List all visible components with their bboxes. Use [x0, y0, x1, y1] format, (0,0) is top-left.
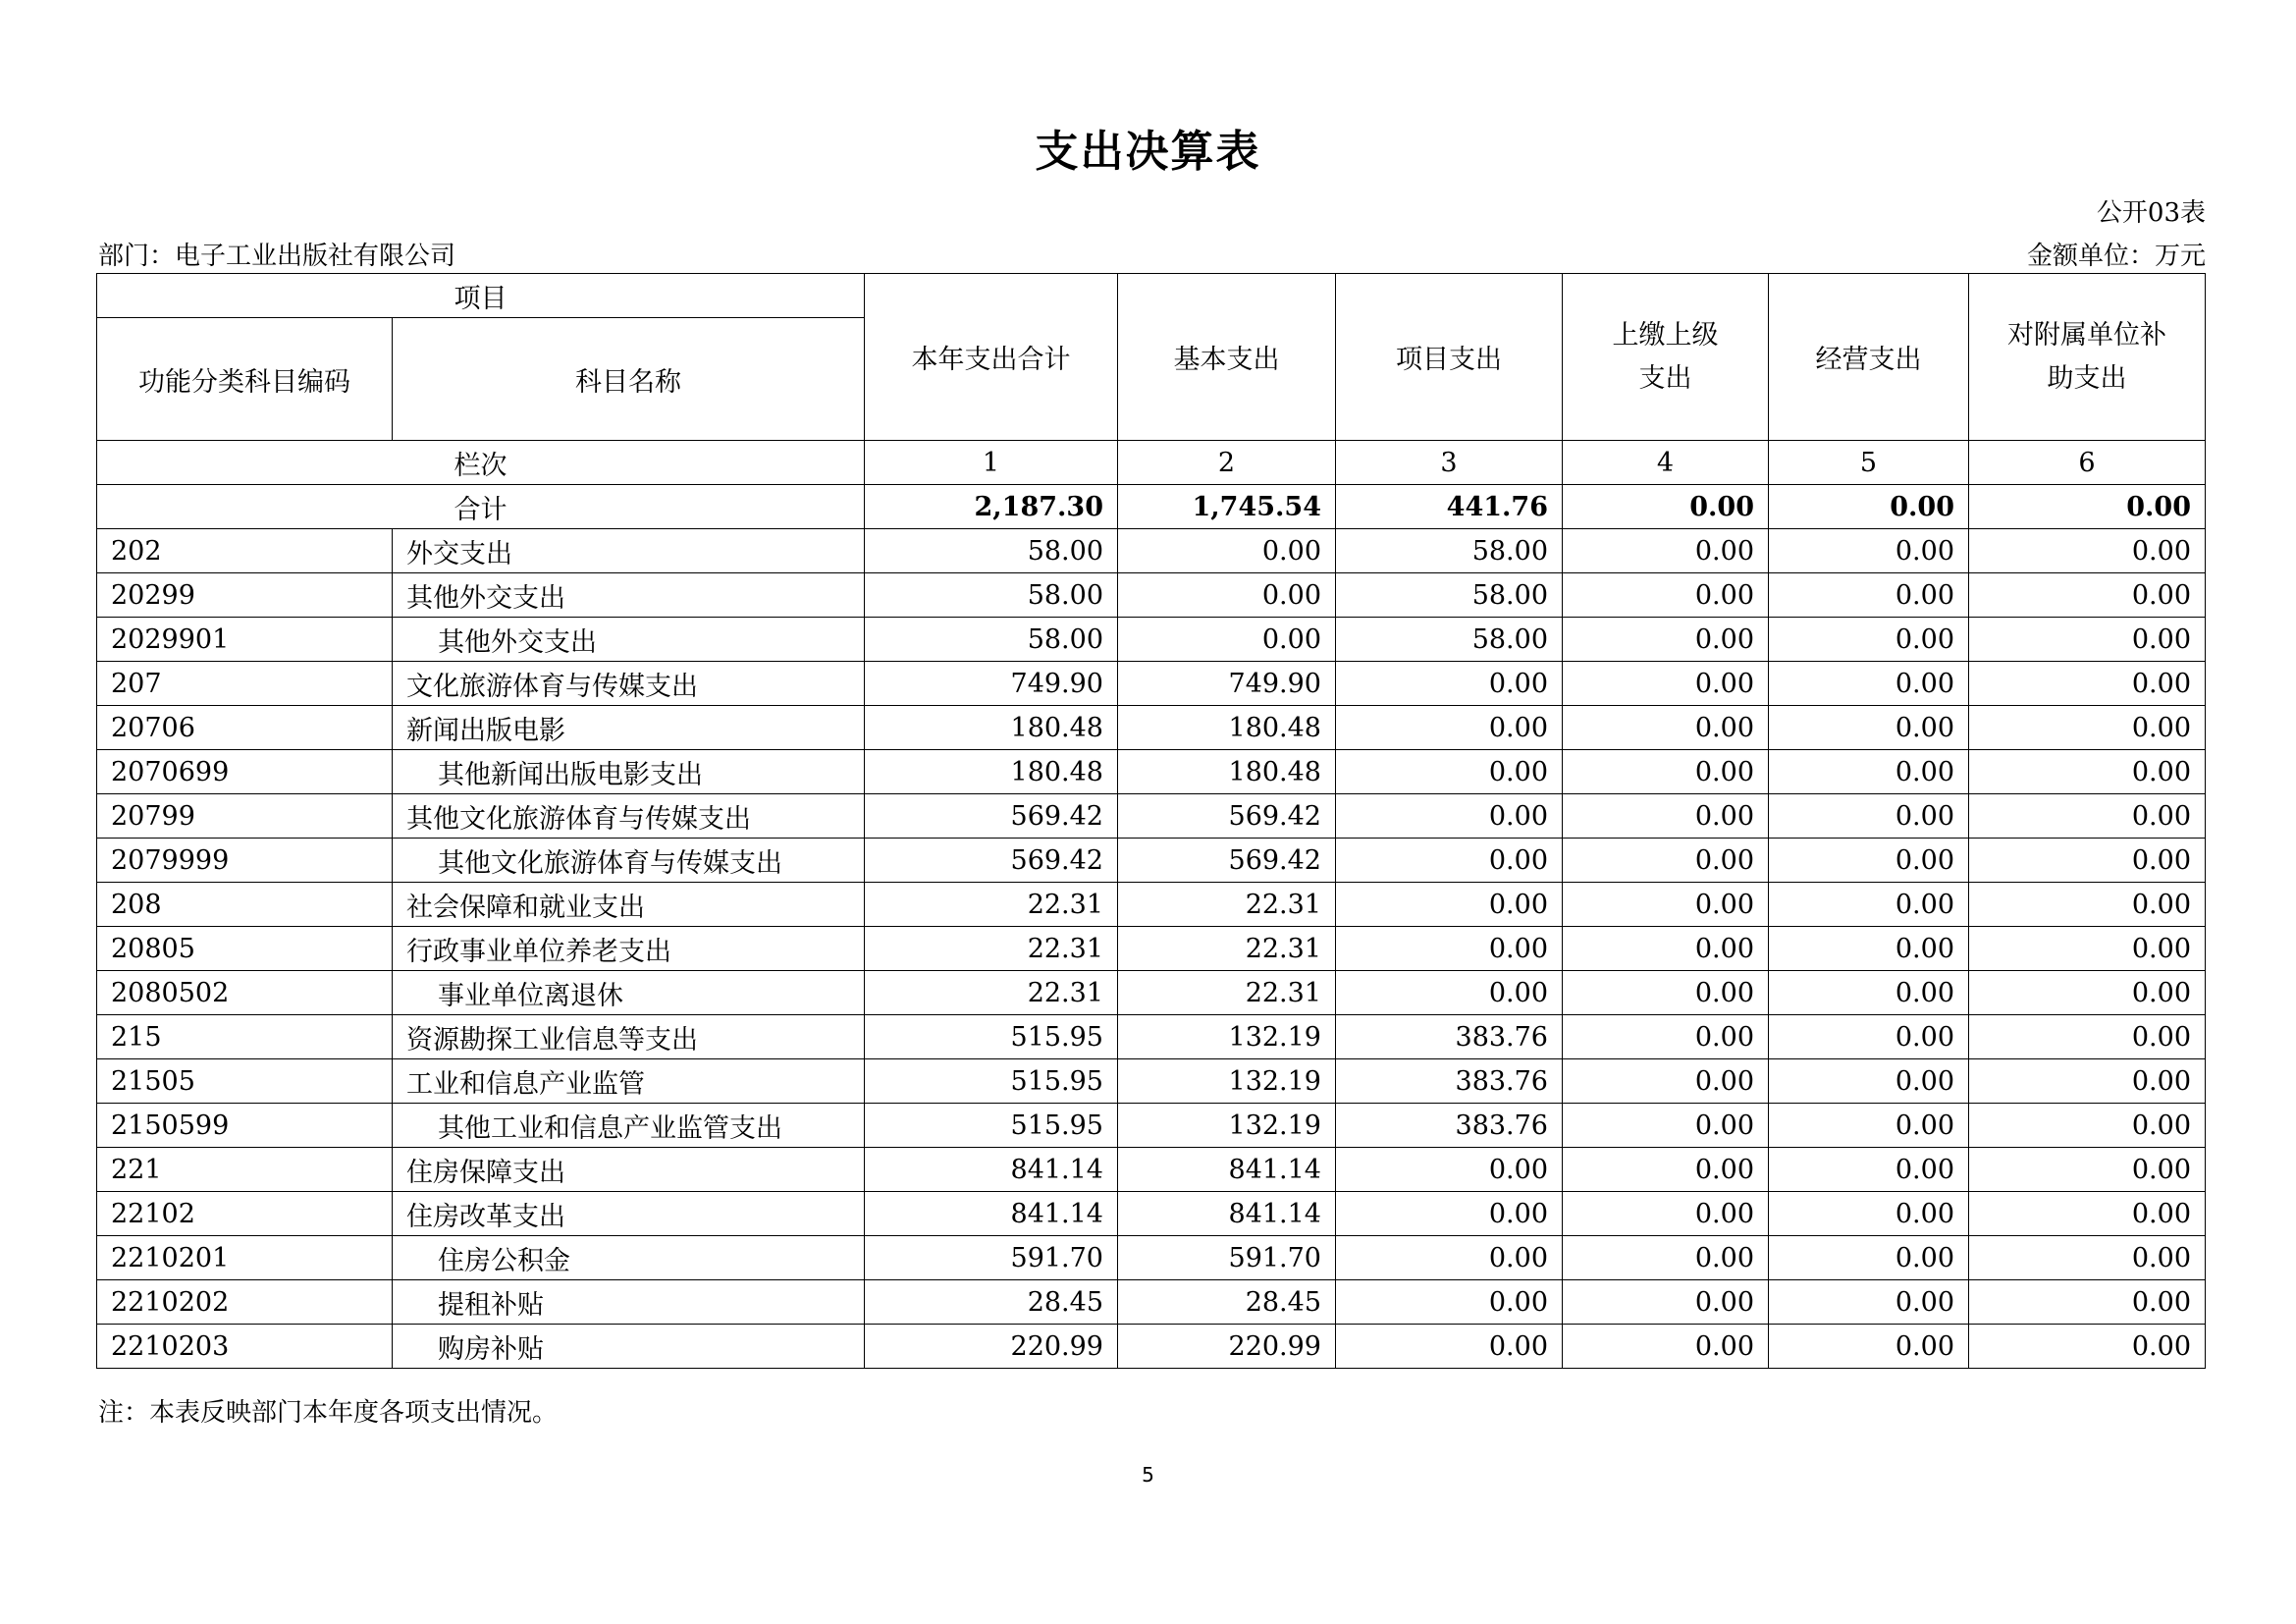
amount-cell: 180.48: [1118, 706, 1336, 750]
amount-cell: 569.42: [865, 794, 1118, 839]
column-number: 3: [1336, 441, 1563, 485]
amount-cell: 180.48: [865, 706, 1118, 750]
amount-cell: 0.00: [1336, 927, 1563, 971]
total-value: 0.00: [1563, 485, 1769, 529]
subject-code: 207: [97, 662, 393, 706]
amount-cell: 132.19: [1118, 1059, 1336, 1104]
amount-cell: 0.00: [1769, 573, 1969, 618]
amount-cell: 22.31: [1118, 971, 1336, 1015]
header-upper: [1563, 274, 1769, 441]
expenditure-table: [96, 273, 2206, 1369]
amount-cell: 0.00: [1118, 529, 1336, 573]
subject-name: 工业和信息产业监管: [393, 1059, 865, 1104]
table-row: [97, 662, 2206, 706]
amount-cell: 0.00: [1969, 573, 2206, 618]
amount-cell: 0.00: [1769, 839, 1969, 883]
amount-cell: 180.48: [1118, 750, 1336, 794]
table-row: [97, 706, 2206, 750]
amount-cell: 0.00: [1563, 971, 1769, 1015]
subject-code: 20706: [97, 706, 393, 750]
subject-code: 2079999: [97, 839, 393, 883]
table-row: [97, 971, 2206, 1015]
amount-cell: 0.00: [1969, 750, 2206, 794]
amount-cell: 0.00: [1563, 618, 1769, 662]
amount-cell: 0.00: [1769, 529, 1969, 573]
amount-cell: 0.00: [1769, 1015, 1969, 1059]
table-note: 注：本表反映部门本年度各项支出情况。: [98, 1398, 559, 1428]
table-row: [97, 1280, 2206, 1325]
amount-cell: 0.00: [1969, 1192, 2206, 1236]
amount-cell: 220.99: [1118, 1325, 1336, 1369]
total-row: [97, 485, 2206, 529]
amount-cell: 0.00: [1969, 706, 2206, 750]
amount-cell: 0.00: [1563, 1236, 1769, 1280]
amount-cell: 0.00: [1969, 529, 2206, 573]
amount-unit-label: 金额单位：万元: [2026, 242, 2206, 271]
amount-cell: 58.00: [865, 529, 1118, 573]
table-row: [97, 1325, 2206, 1369]
amount-cell: 0.00: [1969, 1236, 2206, 1280]
amount-cell: 22.31: [1118, 883, 1336, 927]
amount-cell: 0.00: [1336, 883, 1563, 927]
amount-cell: 0.00: [1769, 1325, 1969, 1369]
amount-cell: 0.00: [1563, 529, 1769, 573]
subject-name: 文化旅游体育与传媒支出: [393, 662, 865, 706]
table-row: [97, 883, 2206, 927]
amount-cell: 0.00: [1769, 971, 1969, 1015]
header-upper-line1: 上缴上级: [1612, 319, 1719, 351]
header-project-expense: 项目支出: [1336, 274, 1563, 441]
amount-cell: 0.00: [1563, 1104, 1769, 1148]
amount-cell: 0.00: [1769, 1059, 1969, 1104]
page-title: 支出决算表: [1035, 127, 1261, 177]
amount-cell: 0.00: [1769, 927, 1969, 971]
amount-cell: 0.00: [1563, 1148, 1769, 1192]
amount-cell: 515.95: [865, 1104, 1118, 1148]
amount-cell: 0.00: [1969, 839, 2206, 883]
subject-name: 事业单位离退休: [393, 971, 865, 1015]
amount-cell: 0.00: [1336, 750, 1563, 794]
amount-cell: 569.42: [865, 839, 1118, 883]
amount-cell: 0.00: [1563, 1325, 1769, 1369]
amount-cell: 28.45: [1118, 1280, 1336, 1325]
amount-cell: 22.31: [1118, 927, 1336, 971]
table-row: [97, 529, 2206, 573]
subject-code: 2210203: [97, 1325, 393, 1369]
subject-code: 2070699: [97, 750, 393, 794]
amount-cell: 0.00: [1769, 618, 1969, 662]
amount-cell: 0.00: [1969, 1015, 2206, 1059]
amount-cell: 0.00: [1563, 1192, 1769, 1236]
subject-code: 215: [97, 1015, 393, 1059]
total-value: 1,745.54: [1118, 485, 1336, 529]
amount-cell: 58.00: [865, 618, 1118, 662]
amount-cell: 0.00: [1563, 1059, 1769, 1104]
subject-name: 其他文化旅游体育与传媒支出: [393, 794, 865, 839]
amount-cell: 0.00: [1563, 662, 1769, 706]
amount-cell: 0.00: [1336, 662, 1563, 706]
amount-cell: 0.00: [1563, 1015, 1769, 1059]
amount-cell: 515.95: [865, 1059, 1118, 1104]
header-subsidy: [1969, 274, 2206, 441]
subject-code: 208: [97, 883, 393, 927]
amount-cell: 0.00: [1563, 883, 1769, 927]
subject-name: 外交支出: [393, 529, 865, 573]
amount-cell: 0.00: [1563, 750, 1769, 794]
amount-cell: 58.00: [865, 573, 1118, 618]
subject-code: 20805: [97, 927, 393, 971]
header-code: 功能分类科目编码: [97, 318, 393, 441]
table-row: [97, 618, 2206, 662]
subject-code: 20799: [97, 794, 393, 839]
amount-cell: 28.45: [865, 1280, 1118, 1325]
amount-cell: 132.19: [1118, 1104, 1336, 1148]
header-basic: 基本支出: [1118, 274, 1336, 441]
column-number: 6: [1969, 441, 2206, 485]
subject-code: 22102: [97, 1192, 393, 1236]
form-number: 公开03表: [2096, 198, 2206, 228]
amount-cell: 0.00: [1769, 1192, 1969, 1236]
subject-name: 提租补贴: [393, 1280, 865, 1325]
amount-cell: 58.00: [1336, 618, 1563, 662]
amount-cell: 0.00: [1769, 662, 1969, 706]
amount-cell: 0.00: [1769, 750, 1969, 794]
table-row: [97, 927, 2206, 971]
amount-cell: 0.00: [1336, 1325, 1563, 1369]
subject-name: 其他外交支出: [393, 573, 865, 618]
amount-cell: 591.70: [1118, 1236, 1336, 1280]
column-number: 1: [865, 441, 1118, 485]
amount-cell: 0.00: [1969, 883, 2206, 927]
amount-cell: 0.00: [1336, 794, 1563, 839]
subject-code: 2080502: [97, 971, 393, 1015]
subject-code: 202: [97, 529, 393, 573]
amount-cell: 22.31: [865, 883, 1118, 927]
amount-cell: 0.00: [1563, 706, 1769, 750]
column-number: 4: [1563, 441, 1769, 485]
subject-code: 2029901: [97, 618, 393, 662]
amount-cell: 0.00: [1336, 1192, 1563, 1236]
amount-cell: 0.00: [1336, 839, 1563, 883]
table-row: [97, 1148, 2206, 1192]
subject-name: 其他文化旅游体育与传媒支出: [393, 839, 865, 883]
amount-cell: 0.00: [1336, 1280, 1563, 1325]
amount-cell: 0.00: [1969, 794, 2206, 839]
amount-cell: 515.95: [865, 1015, 1118, 1059]
table-row: [97, 1192, 2206, 1236]
header-subsidy-line1: 对附属单位补: [2007, 319, 2166, 351]
table-row: [97, 750, 2206, 794]
subject-name: 新闻出版电影: [393, 706, 865, 750]
amount-cell: 0.00: [1969, 971, 2206, 1015]
subject-name: 其他工业和信息产业监管支出: [393, 1104, 865, 1148]
subject-name: 社会保障和就业支出: [393, 883, 865, 927]
column-label: 栏次: [97, 441, 865, 485]
amount-cell: 383.76: [1336, 1059, 1563, 1104]
subject-name: 购房补贴: [393, 1325, 865, 1369]
amount-cell: 841.14: [1118, 1148, 1336, 1192]
amount-cell: 841.14: [1118, 1192, 1336, 1236]
amount-cell: 0.00: [1563, 927, 1769, 971]
header-subject: 科目名称: [393, 318, 865, 441]
header-upper-line2: 支出: [1638, 362, 1692, 394]
amount-cell: 0.00: [1336, 706, 1563, 750]
amount-cell: 0.00: [1118, 618, 1336, 662]
amount-cell: 58.00: [1336, 529, 1563, 573]
amount-cell: 749.90: [865, 662, 1118, 706]
amount-cell: 0.00: [1969, 1280, 2206, 1325]
amount-cell: 0.00: [1563, 1280, 1769, 1325]
amount-cell: 0.00: [1336, 1148, 1563, 1192]
amount-cell: 0.00: [1969, 1104, 2206, 1148]
table-row: [97, 839, 2206, 883]
amount-cell: 0.00: [1769, 1236, 1969, 1280]
subject-code: 21505: [97, 1059, 393, 1104]
subject-code: 20299: [97, 573, 393, 618]
subject-name: 住房公积金: [393, 1236, 865, 1280]
total-value: 0.00: [1769, 485, 1969, 529]
page-number: 5: [1142, 1463, 1154, 1487]
amount-cell: 569.42: [1118, 839, 1336, 883]
amount-cell: 591.70: [865, 1236, 1118, 1280]
amount-cell: 0.00: [1336, 1236, 1563, 1280]
subject-name: 资源勘探工业信息等支出: [393, 1015, 865, 1059]
amount-cell: 0.00: [1969, 1059, 2206, 1104]
table-row: [97, 1104, 2206, 1148]
amount-cell: 0.00: [1969, 662, 2206, 706]
amount-cell: 841.14: [865, 1148, 1118, 1192]
total-value: 2,187.30: [865, 485, 1118, 529]
amount-cell: 0.00: [1769, 883, 1969, 927]
amount-cell: 0.00: [1769, 794, 1969, 839]
subject-name: 住房改革支出: [393, 1192, 865, 1236]
subject-code: 2150599: [97, 1104, 393, 1148]
amount-cell: 0.00: [1563, 839, 1769, 883]
amount-cell: 383.76: [1336, 1015, 1563, 1059]
amount-cell: 383.76: [1336, 1104, 1563, 1148]
amount-cell: 0.00: [1563, 794, 1769, 839]
amount-cell: 841.14: [865, 1192, 1118, 1236]
amount-cell: 22.31: [865, 971, 1118, 1015]
subject-code: 2210201: [97, 1236, 393, 1280]
subject-name: 住房保障支出: [393, 1148, 865, 1192]
amount-cell: 0.00: [1969, 618, 2206, 662]
amount-cell: 0.00: [1769, 706, 1969, 750]
subject-code: 2210202: [97, 1280, 393, 1325]
subject-name: 其他外交支出: [393, 618, 865, 662]
subject-code: 221: [97, 1148, 393, 1192]
table-row: [97, 1015, 2206, 1059]
table-row: [97, 1059, 2206, 1104]
department-label: 部门：电子工业出版社有限公司: [98, 242, 456, 271]
amount-cell: 180.48: [865, 750, 1118, 794]
table-row: [97, 794, 2206, 839]
subject-name: 其他新闻出版电影支出: [393, 750, 865, 794]
header-operating: 经营支出: [1769, 274, 1969, 441]
table-row: [97, 1236, 2206, 1280]
amount-cell: 0.00: [1336, 971, 1563, 1015]
amount-cell: 220.99: [865, 1325, 1118, 1369]
amount-cell: 0.00: [1769, 1148, 1969, 1192]
amount-cell: 0.00: [1769, 1280, 1969, 1325]
header-total: 本年支出合计: [865, 274, 1118, 441]
table-row: [97, 573, 2206, 618]
amount-cell: 569.42: [1118, 794, 1336, 839]
amount-cell: 0.00: [1969, 927, 2206, 971]
amount-cell: 0.00: [1563, 573, 1769, 618]
total-value: 0.00: [1969, 485, 2206, 529]
column-number: 2: [1118, 441, 1336, 485]
amount-cell: 132.19: [1118, 1015, 1336, 1059]
subject-name: 行政事业单位养老支出: [393, 927, 865, 971]
amount-cell: 58.00: [1336, 573, 1563, 618]
column-number: 5: [1769, 441, 1969, 485]
amount-cell: 22.31: [865, 927, 1118, 971]
header-project: 项目: [97, 274, 865, 318]
amount-cell: 0.00: [1969, 1148, 2206, 1192]
header-subsidy-line2: 助支出: [2047, 362, 2127, 394]
column-number-row: [97, 441, 2206, 485]
amount-cell: 0.00: [1118, 573, 1336, 618]
amount-cell: 0.00: [1969, 1325, 2206, 1369]
total-value: 441.76: [1336, 485, 1563, 529]
total-label: 合计: [97, 485, 865, 529]
amount-cell: 0.00: [1769, 1104, 1969, 1148]
amount-cell: 749.90: [1118, 662, 1336, 706]
